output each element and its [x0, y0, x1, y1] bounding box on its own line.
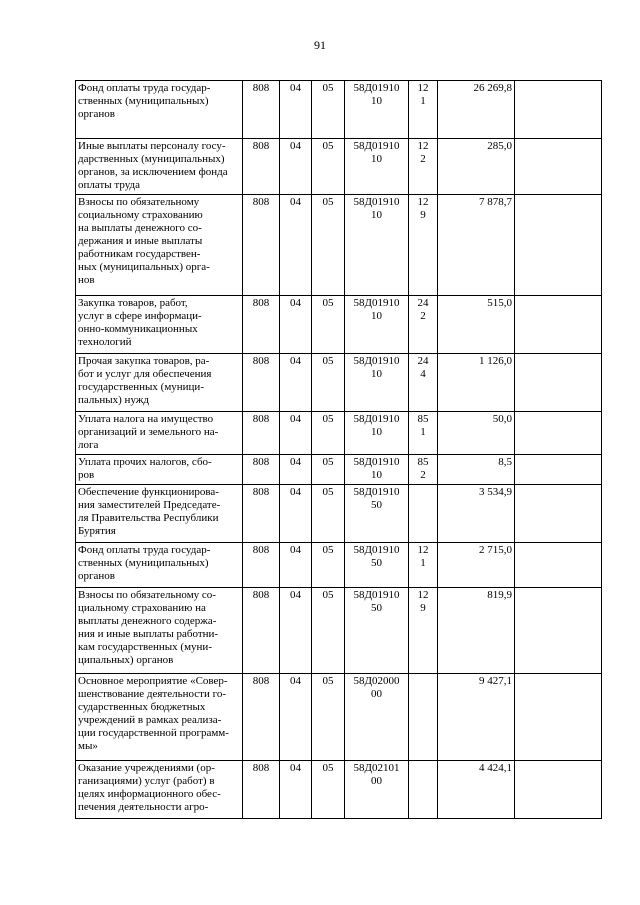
- extra-cell: [515, 674, 602, 761]
- amount-cell: 2 715,0: [438, 543, 515, 588]
- department-code-cell: 808: [243, 543, 280, 588]
- item-name-cell: Закупка товаров, работ, услуг в сфере информаци- онно-коммуникационных технологий: [76, 296, 243, 354]
- expense-type-code-cell: 12 9: [409, 588, 438, 674]
- extra-cell: [515, 543, 602, 588]
- item-name-cell: Иные выплаты персоналу госу- дарственных (муниципальных) органов, за исключением фонда оплаты труда: [76, 139, 243, 195]
- subsection-code-cell: 05: [312, 674, 345, 761]
- target-article-code-cell: 58Д01910 10: [345, 455, 409, 485]
- expense-type-code-cell: 24 2: [409, 296, 438, 354]
- subsection-code-cell: 05: [312, 195, 345, 296]
- target-article-code-cell: 58Д01910 10: [345, 139, 409, 195]
- department-code-cell: 808: [243, 81, 280, 139]
- extra-cell: [515, 354, 602, 412]
- item-name-cell: Взносы по обязательному социальному страхованию на выплаты денежного со- держания и иные выплаты работникам государствен- ных (муниципальных) орга- нов: [76, 195, 243, 296]
- table-row: [76, 195, 602, 296]
- extra-cell: [515, 761, 602, 819]
- target-article-code-cell: 58Д02101 00: [345, 761, 409, 819]
- expense-type-code-cell: 85 1: [409, 412, 438, 455]
- subsection-code-cell: 05: [312, 81, 345, 139]
- extra-cell: [515, 139, 602, 195]
- item-name-cell: Оказание учреждениями (ор- ганизациями) услуг (работ) в целях информационного обес- печения деятельности агро-: [76, 761, 243, 819]
- section-code-cell: 04: [280, 195, 312, 296]
- target-article-code-cell: 58Д01910 10: [345, 296, 409, 354]
- table-row: [76, 761, 602, 819]
- extra-cell: [515, 588, 602, 674]
- table-row: [76, 139, 602, 195]
- target-article-code-cell: 58Д01910 50: [345, 485, 409, 543]
- target-article-code-cell: 58Д01910 50: [345, 543, 409, 588]
- amount-cell: 4 424,1: [438, 761, 515, 819]
- subsection-code-cell: 05: [312, 455, 345, 485]
- department-code-cell: 808: [243, 139, 280, 195]
- expense-type-code-cell: [409, 761, 438, 819]
- table-row: [76, 412, 602, 455]
- amount-cell: 9 427,1: [438, 674, 515, 761]
- item-name-cell: Прочая закупка товаров, ра- бот и услуг для обеспечения государственных (муници- пальных) нужд: [76, 354, 243, 412]
- item-name-cell: Уплата налога на имущество организаций и земельного на- лога: [76, 412, 243, 455]
- section-code-cell: 04: [280, 455, 312, 485]
- expense-type-code-cell: 12 9: [409, 195, 438, 296]
- amount-cell: 8,5: [438, 455, 515, 485]
- section-code-cell: 04: [280, 296, 312, 354]
- target-article-code-cell: 58Д01910 10: [345, 354, 409, 412]
- department-code-cell: 808: [243, 296, 280, 354]
- extra-cell: [515, 485, 602, 543]
- department-code-cell: 808: [243, 674, 280, 761]
- table-body: [76, 81, 602, 819]
- subsection-code-cell: 05: [312, 485, 345, 543]
- subsection-code-cell: 05: [312, 543, 345, 588]
- section-code-cell: 04: [280, 139, 312, 195]
- section-code-cell: 04: [280, 761, 312, 819]
- amount-cell: 1 126,0: [438, 354, 515, 412]
- table-row: [76, 674, 602, 761]
- target-article-code-cell: 58Д01910 50: [345, 588, 409, 674]
- amount-cell: 285,0: [438, 139, 515, 195]
- expense-type-code-cell: 12 2: [409, 139, 438, 195]
- table-row: [76, 81, 602, 139]
- subsection-code-cell: 05: [312, 296, 345, 354]
- department-code-cell: 808: [243, 412, 280, 455]
- budget-table: [75, 80, 602, 819]
- section-code-cell: 04: [280, 588, 312, 674]
- expense-type-code-cell: 85 2: [409, 455, 438, 485]
- item-name-cell: Обеспечение функционирова- ния заместителей Председате- ля Правительства Республики Бурятия: [76, 485, 243, 543]
- subsection-code-cell: 05: [312, 354, 345, 412]
- section-code-cell: 04: [280, 412, 312, 455]
- amount-cell: 819,9: [438, 588, 515, 674]
- amount-cell: 515,0: [438, 296, 515, 354]
- expense-type-code-cell: 24 4: [409, 354, 438, 412]
- section-code-cell: 04: [280, 485, 312, 543]
- extra-cell: [515, 455, 602, 485]
- extra-cell: [515, 296, 602, 354]
- department-code-cell: 808: [243, 761, 280, 819]
- item-name-cell: Уплата прочих налогов, сбо- ров: [76, 455, 243, 485]
- department-code-cell: 808: [243, 455, 280, 485]
- subsection-code-cell: 05: [312, 412, 345, 455]
- extra-cell: [515, 195, 602, 296]
- extra-cell: [515, 81, 602, 139]
- target-article-code-cell: 58Д01910 10: [345, 412, 409, 455]
- table-row: [76, 543, 602, 588]
- item-name-cell: Фонд оплаты труда государ- ственных (муниципальных) органов: [76, 81, 243, 139]
- section-code-cell: 04: [280, 81, 312, 139]
- section-code-cell: 04: [280, 543, 312, 588]
- amount-cell: 50,0: [438, 412, 515, 455]
- target-article-code-cell: 58Д02000 00: [345, 674, 409, 761]
- item-name-cell: Основное мероприятие «Совер- шенствование деятельности го- сударственных бюджетных учреждений в рамках реализа- ции государственной программ- мы»: [76, 674, 243, 761]
- table-row: [76, 588, 602, 674]
- page-number: 91: [314, 38, 326, 52]
- subsection-code-cell: 05: [312, 139, 345, 195]
- expense-type-code-cell: [409, 674, 438, 761]
- department-code-cell: 808: [243, 354, 280, 412]
- department-code-cell: 808: [243, 485, 280, 543]
- expense-type-code-cell: [409, 485, 438, 543]
- target-article-code-cell: 58Д01910 10: [345, 81, 409, 139]
- table-row: [76, 354, 602, 412]
- expense-type-code-cell: 12 1: [409, 543, 438, 588]
- target-article-code-cell: 58Д01910 10: [345, 195, 409, 296]
- amount-cell: 3 534,9: [438, 485, 515, 543]
- department-code-cell: 808: [243, 195, 280, 296]
- subsection-code-cell: 05: [312, 588, 345, 674]
- amount-cell: 26 269,8: [438, 81, 515, 139]
- subsection-code-cell: 05: [312, 761, 345, 819]
- expense-type-code-cell: 12 1: [409, 81, 438, 139]
- table-row: [76, 296, 602, 354]
- extra-cell: [515, 412, 602, 455]
- table-row: [76, 485, 602, 543]
- section-code-cell: 04: [280, 354, 312, 412]
- section-code-cell: 04: [280, 674, 312, 761]
- table-row: [76, 455, 602, 485]
- item-name-cell: Фонд оплаты труда государ- ственных (муниципальных) органов: [76, 543, 243, 588]
- department-code-cell: 808: [243, 588, 280, 674]
- amount-cell: 7 878,7: [438, 195, 515, 296]
- item-name-cell: Взносы по обязательному со- циальному страхованию на выплаты денежного содержа- ния и иные выплаты работни- кам государственных (муни- ципальных) органов: [76, 588, 243, 674]
